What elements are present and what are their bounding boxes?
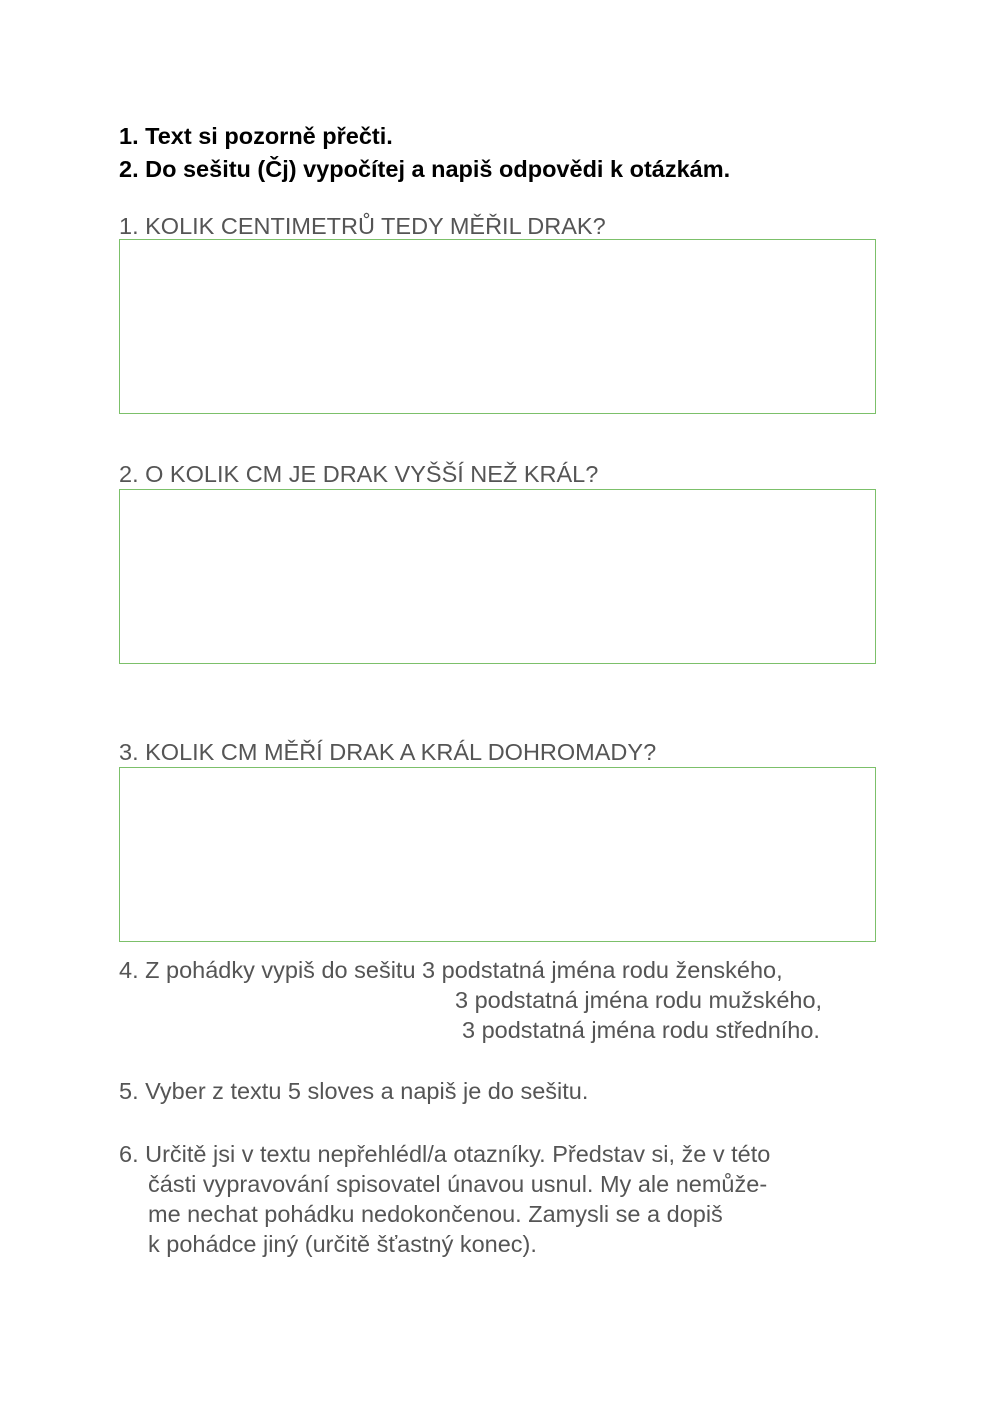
instructions bbox=[119, 120, 939, 186]
question-3-label: 3. KOLIK CM MĚŘÍ DRAK A KRÁL DOHROMADY? bbox=[119, 739, 657, 765]
task-6-line-4: k pohádce jiný (určitě šťastný konec). bbox=[148, 1231, 537, 1257]
task-5: 5. Vyber z textu 5 sloves a napiš je do sešitu. bbox=[119, 1078, 589, 1104]
task-6-line-3: me nechat pohádku nedokončenou. Zamysli se a dopiš bbox=[148, 1201, 723, 1227]
task-4-line-3: 3 podstatná jména rodu středního. bbox=[462, 1017, 820, 1043]
task-6-line-1: 6. Určitě jsi v textu nepřehlédl/a otazníky. Představ si, že v této bbox=[119, 1141, 771, 1167]
task-6 bbox=[119, 1139, 899, 1259]
task-4-line-1: 4. Z pohádky vypiš do sešitu 3 podstatná jména rodu ženského, bbox=[119, 957, 783, 983]
question-1-label: 1. KOLIK CENTIMETRŮ TEDY MĚŘIL DRAK? bbox=[119, 213, 606, 239]
instruction-read: 1. Text si pozorně přečti. bbox=[119, 123, 393, 149]
task-6-line-2: části vypravování spisovatel únavou usnul. My ale nemůže- bbox=[148, 1171, 768, 1197]
instruction-calculate: 2. Do sešitu (Čj) vypočítej a napiš odpovědi k otázkám. bbox=[119, 156, 731, 182]
question-2-label: 2. O KOLIK CM JE DRAK VYŠŠÍ NEŽ KRÁL? bbox=[119, 461, 599, 487]
answer-box-3[interactable] bbox=[119, 767, 876, 942]
answer-box-1[interactable] bbox=[119, 239, 876, 414]
task-4 bbox=[119, 955, 919, 1045]
answer-box-2[interactable] bbox=[119, 489, 876, 664]
task-4-line-2: 3 podstatná jména rodu mužského, bbox=[455, 987, 823, 1013]
